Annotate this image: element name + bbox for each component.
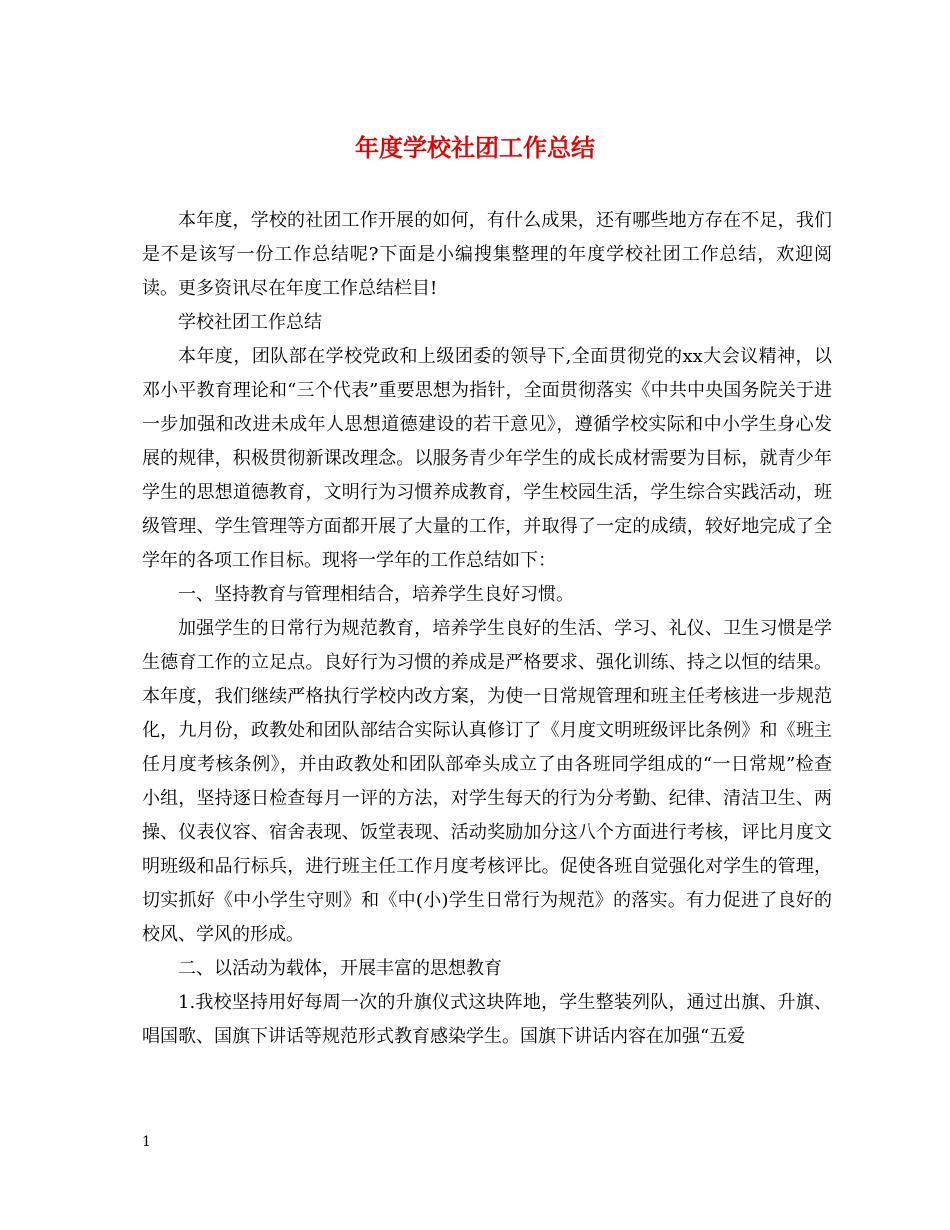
- intro-paragraph: 本年度，学校的社团工作开展的如何，有什么成果，还有哪些地方存在不足，我们是不是该写一份工作总结呢?下面是小编搜集整理的年度学校社团工作总结，欢迎阅读。更多资讯尽在年度工作总结栏目!: [142, 210, 832, 299]
- document-body: [142, 204, 832, 1054]
- document-title: 年度学校社团工作总结: [355, 134, 595, 162]
- body-paragraph: 本年度，团队部在学校党政和上级团委的领导下,全面贯彻党的xx大会议精神，以邓小平教育理论和“三个代表”重要思想为指针，全面贯彻落实《中共中央国务院关于进一步加强和改进未成年人思想道德建设的若干意见》，遵循学校实际和中小学生身心发展的规律，积极贯彻新课改理念。以服务青少年学生的成长成材需要为目标，就青少年学生的思想道德教育，文明行为习惯养成教育，学生校园生活，学生综合实践活动，班级管理、学生管理等方面都开展了大量的工作，并取得了一定的成绩，较好地完成了全学年的各项工作目标。现将一学年的工作总结如下：: [142, 346, 832, 571]
- section-heading-two: 二、以活动为载体，开展丰富的思想教育: [178, 958, 502, 979]
- section-heading: 学校社团工作总结: [178, 312, 322, 333]
- body-paragraph: 1.我校坚持用好每周一次的升旗仪式这块阵地，学生整装列队，通过出旗、升旗、唱国歌、国旗下讲话等规范形式教育感染学生。国旗下讲话内容在加强“五爱: [142, 992, 832, 1047]
- section-heading-one: 一、坚持教育与管理相结合，培养学生良好习惯。: [178, 584, 574, 605]
- body-paragraph: 加强学生的日常行为规范教育，培养学生良好的生活、学习、礼仪、卫生习惯是学生德育工作的立足点。良好行为习惯的养成是严格要求、强化训练、持之以恒的结果。本年度，我们继续严格执行学校内改方案，为使一日常规管理和班主任考核进一步规范化，九月份，政教处和团队部结合实际认真修订了《月度文明班级评比条例》和《班主任月度考核条例》，并由政教处和团队部牵头成立了由各班同学组成的“一日常规”检查小组，坚持逐日检查每月一评的方法，对学生每天的行为分考勤、纪律、清洁卫生、两操、仪表仪容、宿舍表现、饭堂表现、活动奖励加分这八个方面进行考核，评比月度文明班级和品行标兵，进行班主任工作月度考核评比。促使各班自觉强化对学生的管理，切实抓好《中小学生守则》和《中(小)学生日常行为规范》的落实。有力促进了良好的校风、学风的形成。: [142, 618, 832, 945]
- page-number: 1: [142, 1134, 151, 1150]
